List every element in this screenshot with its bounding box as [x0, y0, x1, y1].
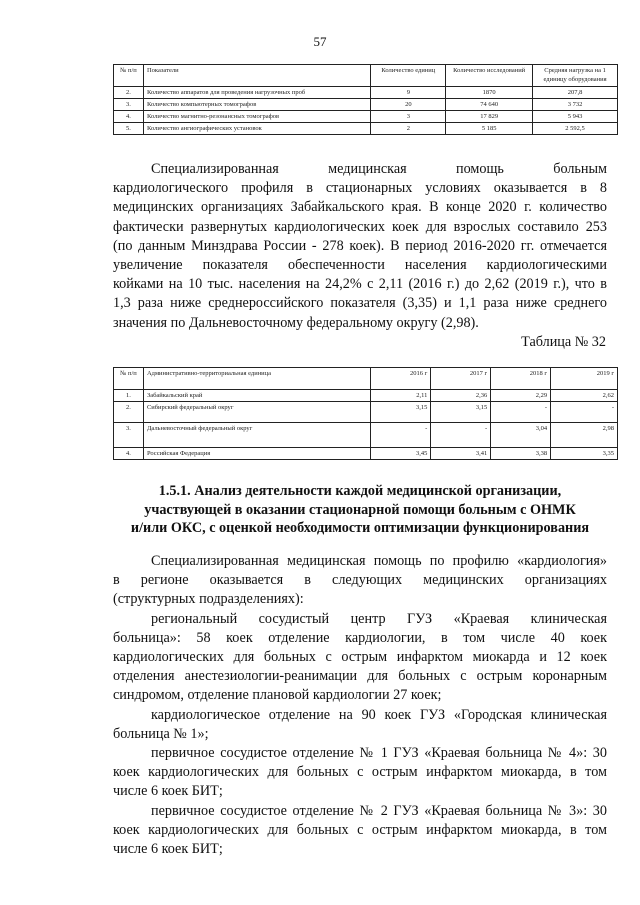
- text-line: числе 6 коек БИТ;: [113, 783, 223, 800]
- text-line: койками на 10 тыс. населения на 24,2% с 2,11 (2016 г.) до 2,62 (2019 г.), что в: [113, 276, 607, 293]
- table-cell: 3,04: [491, 423, 551, 448]
- table-row: [114, 123, 618, 135]
- table-cell: 5 943: [533, 111, 618, 123]
- table-cell: 207,8: [533, 87, 618, 99]
- list-item: [113, 802, 607, 860]
- bed-provision-table: [113, 367, 618, 460]
- table-cell: 3,45: [371, 448, 431, 460]
- list-item: [113, 706, 607, 744]
- table-cell: 3,15: [371, 402, 431, 423]
- table-cell: 2: [371, 123, 446, 135]
- text-line: фактически развернутых кардиологических коек для взрослых составило 253: [113, 218, 607, 235]
- text-line: коек кардиологических для больных с острым инфарктом миокарда, в том: [113, 764, 607, 781]
- table-row: [114, 402, 618, 423]
- table-cell: 2,62: [551, 390, 618, 402]
- table-cell: 3,15: [431, 402, 491, 423]
- table-cell: 2,36: [431, 390, 491, 402]
- table-cell: 3,38: [491, 448, 551, 460]
- table-cell: -: [431, 423, 491, 448]
- table-header-cell: Средняя нагрузка на 1 единицу оборудования: [533, 65, 618, 87]
- table-cell: 2.: [114, 402, 144, 423]
- table-cell: 4.: [114, 448, 144, 460]
- text-line: медицинских организациях Забайкальского края. В конце 2020 г. количество: [113, 199, 607, 216]
- text-line: Специализированная медицинская помощь по профилю «кардиология»: [151, 553, 607, 569]
- table-cell: Количество компьютерных томографов: [143, 99, 370, 111]
- table-header-cell: Показатели: [143, 65, 370, 87]
- table-row: [114, 111, 618, 123]
- table-cell: Количество магнитно-резонансных томографов: [143, 111, 370, 123]
- table-cell: 3.: [114, 423, 144, 448]
- text-line: кардиологического профиля в стационарных условиях оказывается в 8: [113, 180, 607, 197]
- table-cell: 3: [371, 111, 446, 123]
- table-cell: Сибирский федеральный округ: [143, 402, 371, 423]
- table-header-cell: 2018 г: [491, 368, 551, 390]
- text-line: отделения анестезиологии-реанимации для больных с острым коронарным: [113, 668, 607, 685]
- table-cell: Забайкальский край: [143, 390, 371, 402]
- table-cell: 3,41: [431, 448, 491, 460]
- page-number: 57: [313, 34, 327, 49]
- text-line: в регионе оказывается в следующих медицинских организациях: [113, 572, 607, 589]
- table-cell: 1.: [114, 390, 144, 402]
- list-item: [113, 744, 607, 802]
- table-cell: -: [491, 402, 551, 423]
- equipment-load-table: [113, 64, 618, 135]
- text-line: кардиологических для больных с острым инфарктом миокарда и 12 коек: [113, 649, 607, 666]
- list-item: [113, 610, 607, 706]
- text-line: Специализированная медицинская помощь больным: [151, 161, 607, 177]
- text-line: значения по Дальневосточному федеральному округу (2,98).: [113, 314, 479, 331]
- table-cell: Российская Федерация: [143, 448, 371, 460]
- table-cell: 5.: [114, 123, 144, 135]
- table-cell: 3.: [114, 99, 144, 111]
- section-heading: [113, 482, 607, 538]
- text-line: увеличение показателя обеспеченности населения кардиологическими: [113, 257, 607, 274]
- table-header-cell: 2016 г: [371, 368, 431, 390]
- table-cell: 4.: [114, 111, 144, 123]
- paragraph-cardiology-beds: [113, 160, 607, 333]
- paragraph-organizations: [113, 552, 607, 859]
- table-header-cell: № п/п: [114, 65, 144, 87]
- table-cell: 9: [371, 87, 446, 99]
- table-row: [114, 448, 618, 460]
- table-cell: Дальневосточный федеральный округ: [143, 423, 371, 448]
- table-cell: 5 185: [446, 123, 533, 135]
- table-cell: -: [371, 423, 431, 448]
- table-row: [114, 423, 618, 448]
- text-line: синдромом, отделение плановой кардиологии 27 коек;: [113, 687, 442, 704]
- table-header-cell: № п/п: [114, 368, 144, 390]
- table-header-cell: Количество исследований: [446, 65, 533, 87]
- table-cell: 2.: [114, 87, 144, 99]
- text-line: коек кардиологических для больных с острым инфарктом миокарда, в том: [113, 821, 607, 838]
- table-cell: 1870: [446, 87, 533, 99]
- table-cell: 3 732: [533, 99, 618, 111]
- table-header-row: [114, 368, 618, 390]
- table-caption: Таблица № 32: [521, 334, 606, 350]
- text-line: больница № 1»;: [113, 725, 209, 742]
- text-line: (структурных подразделениях):: [113, 591, 304, 608]
- table-header-row: [114, 65, 618, 87]
- text-line: 1,3 раза ниже среднероссийского показателя (3,35) и 1,1 раза ниже среднего: [113, 295, 607, 312]
- table-cell: 2,29: [491, 390, 551, 402]
- table-header-cell: Количество единиц: [371, 65, 446, 87]
- text-line: первичное сосудистое отделение № 1 ГУЗ «Краевая больница № 4»: 30: [151, 745, 607, 762]
- table-cell: 17 829: [446, 111, 533, 123]
- table-cell: 3,35: [551, 448, 618, 460]
- heading-line: 1.5.1. Анализ деятельности каждой медицинской организации,: [158, 483, 562, 499]
- table-cell: 74 640: [446, 99, 533, 111]
- table-row: [114, 390, 618, 402]
- table-cell: 20: [371, 99, 446, 111]
- table-row: [114, 99, 618, 111]
- table-cell: 2,11: [371, 390, 431, 402]
- heading-line: участвующей в оказании стационарной помощи больным с ОНМК: [144, 501, 576, 518]
- table-cell: Количество аппаратов для проведения нагрузочных проб: [143, 87, 370, 99]
- text-line: (по данным Минздрава России - 278 коек). В период 2016-2020 гг. отмечается: [113, 237, 607, 254]
- table-header-cell: Административно-территориальная единица: [143, 368, 371, 390]
- table-cell: 2 592,5: [533, 123, 618, 135]
- text-line: больница»: 58 коек отделение кардиологии, в том числе 40 коек: [113, 629, 607, 646]
- text-line: кардиологическое отделение на 90 коек ГУЗ «Городская клиническая: [151, 706, 607, 723]
- text-line: первичное сосудистое отделение № 2 ГУЗ «Краевая больница № 3»: 30: [151, 802, 607, 819]
- table-cell: 2,98: [551, 423, 618, 448]
- table-row: [114, 87, 618, 99]
- table-header-cell: 2017 г: [431, 368, 491, 390]
- text-line: числе 6 коек БИТ;: [113, 841, 223, 858]
- table-cell: Количество ангиографических установок: [143, 123, 370, 135]
- text-line: региональный сосудистый центр ГУЗ «Краевая клиническая: [151, 610, 607, 627]
- heading-line: и/или ОКС, с оценкой необходимости оптимизации функционирования: [130, 520, 590, 537]
- table-header-cell: 2019 г: [551, 368, 618, 390]
- table-cell: -: [551, 402, 618, 423]
